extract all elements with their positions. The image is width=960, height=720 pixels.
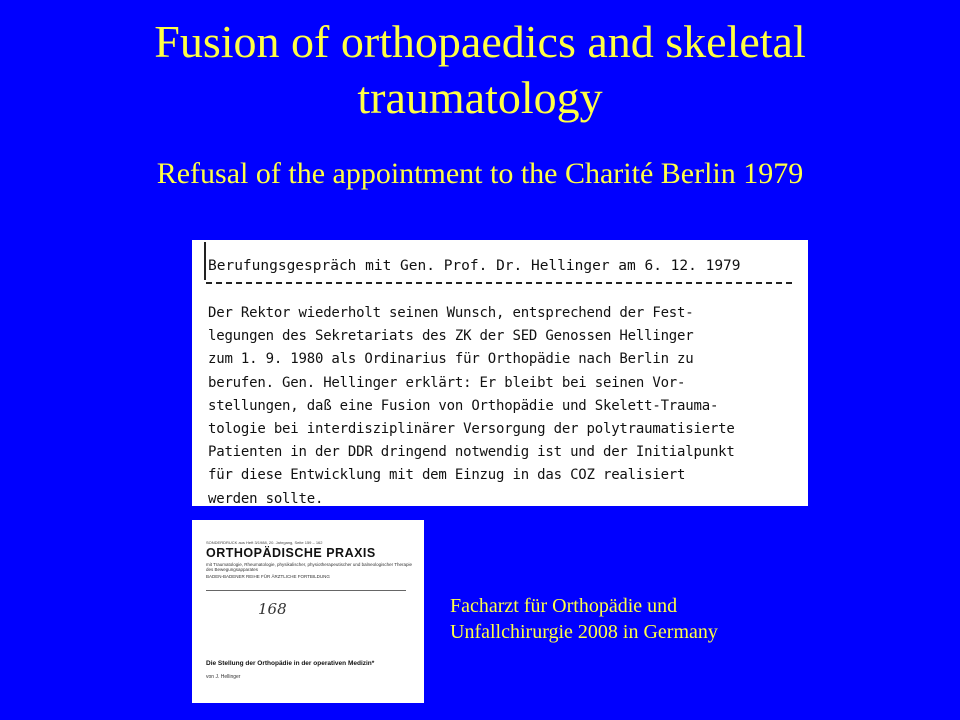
document-line: tologie bei interdisziplinärer Versorgung der polytraumatisierte [208,421,735,438]
document-body [208,302,804,506]
caption [450,593,810,645]
document-line: für diese Entwicklung mit dem Einzug in das COZ realisiert [208,467,686,484]
slide-subtitle: Refusal of the appointment to the Charité Berlin 1979 [156,157,804,190]
journal-title: ORTHOPÄDISCHE PRAXIS [206,546,376,560]
article-title: Die Stellung der Orthopädie in der operativen Medizin* [206,660,375,667]
slide-title: Fusion of orthopaedics and skeletal traumatology [154,16,806,123]
journal-cover [192,520,424,703]
document-line: stellungen, daß eine Fusion von Orthopädie und Skelett-Trauma- [208,397,719,414]
article-author: von J. Hellinger [206,674,241,680]
margin-mark [204,242,206,280]
caption-line: Unfallchirurgie 2008 in Germany [450,621,718,643]
dashed-rule [206,282,792,284]
document-scan [192,240,808,506]
journal-description: mit Traumatologie, Rheumatologie, physikalischer, physiotherapeutischer und balneologischer Therapie des Bewegungsapparates [206,562,413,573]
reprint-meta: SONDERDRUCK aus Heft 3/1988, 20. Jahrgang, Seite 159 – 162 [206,540,323,545]
document-line: zum 1. 9. 1980 als Ordinarius für Orthopädie nach Berlin zu [208,351,694,368]
journal-series: BADEN-BADENER REIHE FÜR ÄRZTLICHE FORTBILDUNG [206,574,330,579]
document-line: berufen. Gen. Hellinger erklärt: Er bleibt bei seinen Vor- [208,374,686,391]
handwritten-page-number: 168 [258,600,287,618]
caption-line: Facharzt für Orthopädie und [450,595,678,617]
document-line: Der Rektor wiederholt seinen Wunsch, entsprechend der Fest- [208,305,694,321]
document-line: Patienten in der DDR dringend notwendig ist und der Initialpunkt [208,444,735,461]
cover-divider [206,590,406,591]
document-line: werden sollte. [208,490,324,506]
document-heading: Berufungsgespräch mit Gen. Prof. Dr. Hellinger am 6. 12. 1979 [208,258,741,274]
document-line: legungen des Sekretariats des ZK der SED Genossen Hellinger [208,328,694,345]
